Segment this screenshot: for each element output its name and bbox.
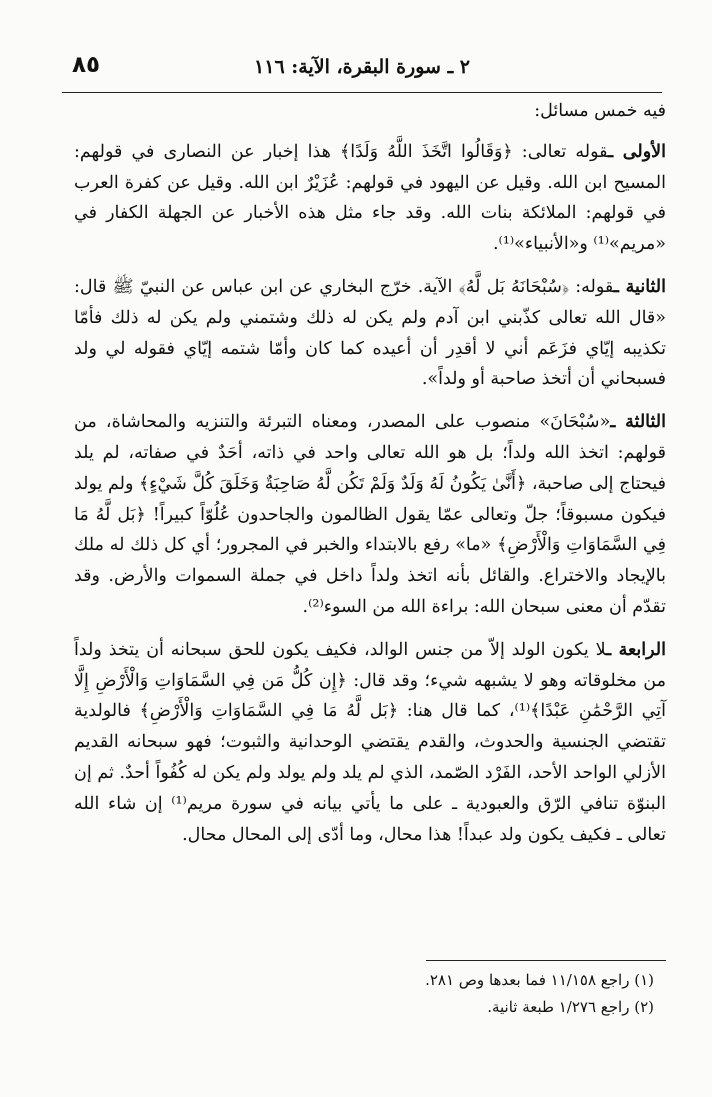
issue-third [74, 407, 666, 623]
page-number: ٨٥ [72, 52, 101, 78]
intro-line: فيه خمس مسائل: [534, 101, 666, 121]
issue-text: «سُبْحَانَ» منصوب على المصدر، ومعناه التبرئة والتنزيه والمحاشاة، من قولهم: اتخذ الله ولداً؛ بل هو الله تعالى واحد في ذاته، أحَدٌ في صفاته، لم يلد فيحتاج إلى صاحبة، ﴿أَنَّىٰ يَكُونُ لَهُ وَلَدٌ وَلَمْ تَكُن لَّهُ صَاحِبَةٌ وَخَلَقَ كُلَّ شَيْءٍ﴾ ولم يولد فيكون مسبوقاً؛ جلّ وتعالى عمّا يقول الظالمون والجاحدون عُلُوّاً كبيراً! ﴿بَل لَّهُ مَا فِي السَّمَاوَاتِ وَالْأَرْضِ﴾ «ما» رفع بالابتداء والخبر في المجرور؛ أي كل ذلك له ملك بالإيجاد والاختراع. والقائل بأنه اتخذ ولداً داخل في جملة السموات والأرض. وقد تقدّم أن معنى سبحان الله: براءة الله من السوء⁽²⁾. [74, 412, 666, 617]
issue-label: الثانية ـ [613, 276, 667, 297]
issue-label: الأولى ـ [608, 141, 666, 162]
footnote-divider [426, 960, 666, 961]
footnote-item: (١) راجع ١١/١٥٨ فما بعدها وص ٢٨١. [425, 971, 654, 989]
issue-fourth [74, 635, 666, 851]
issue-label: الثالثة ـ [610, 412, 666, 433]
issue-text: قوله تعالى: ﴿وَقَالُوا اتَّخَذَ اللَّهُ وَلَدًا﴾ هذا إخبار عن النصارى في قولهم: المسيح ابن الله. وقيل عن اليهود في قولهم: عُزَيْرٌ ابن الله. وقيل عن كفرة العرب في قولهم: الملائكة بنات الله. وقد جاء مثل هذه الأخبار عن الجهلة الكفار في «مريم»⁽¹⁾ و«الأنبياء»⁽¹⁾. [74, 141, 666, 255]
page-header [62, 50, 662, 93]
footnotes [66, 960, 666, 1021]
issue-second [74, 272, 666, 395]
issue-first [74, 137, 666, 260]
issue-text: لا يكون الولد إلاّ من جنس الوالد، فكيف يكون للحق سبحانه أن يتخذ ولداً من مخلوقاته وهو لا يشبهه شيء؛ وقد قال: ﴿إِن كُلُّ مَن فِي السَّمَاوَاتِ وَالْأَرْضِ إِلَّا آتِي الرَّحْمَٰنِ عَبْدًا﴾⁽¹⁾، كما قال هنا: ﴿بَل لَّهُ مَا فِي السَّمَاوَاتِ وَالْأَرْضِ﴾ فالولدية تقتضي الجنسية والحدوث، والقدم يقتضي الوحدانية والثبوت؛ فهو سبحانه القديم الأزلي الواحد الأحد، الفَرْد الصّمد، الذي لم يلد ولم يولد ولم يكن له كُفُواً أحدٌ. ثم إن البنوّة تنافي الرّق والعبودية ـ على ما يأتي بيانه في سورة مريم⁽¹⁾ إن شاء الله تعالى ـ فكيف يكون ولد عبداً! هذا محال، وما أدّى إلى المحال محال. [74, 639, 667, 845]
footnote-item: (٢) راجع ١/٢٧٦ طبعة ثانية. [487, 998, 654, 1016]
issue-label: الرابعة ـ [606, 639, 666, 660]
issue-text: قوله: ﴿سُبْحَانَهُ بَل لَّهُ﴾ الآية. خرّج البخاري عن ابن عباس عن النبيّ ﷺ قال: «قال الله تعالى كذّبني ابن آدم ولم يكن له ذلك وشتمني ولم يكن له ذلك فأمّا تكذيبه إيّاي فزَعَم أني لا أقدِر أن أعيده كما كان وأمّا شتمه إيّاي فقوله لي ولد فسبحاني أن أتخذ صاحبة أو ولداً». [74, 276, 666, 390]
running-head: ٢ ـ سورة البقرة، الآية: ١١٦ [254, 56, 470, 78]
body-text [74, 96, 666, 862]
